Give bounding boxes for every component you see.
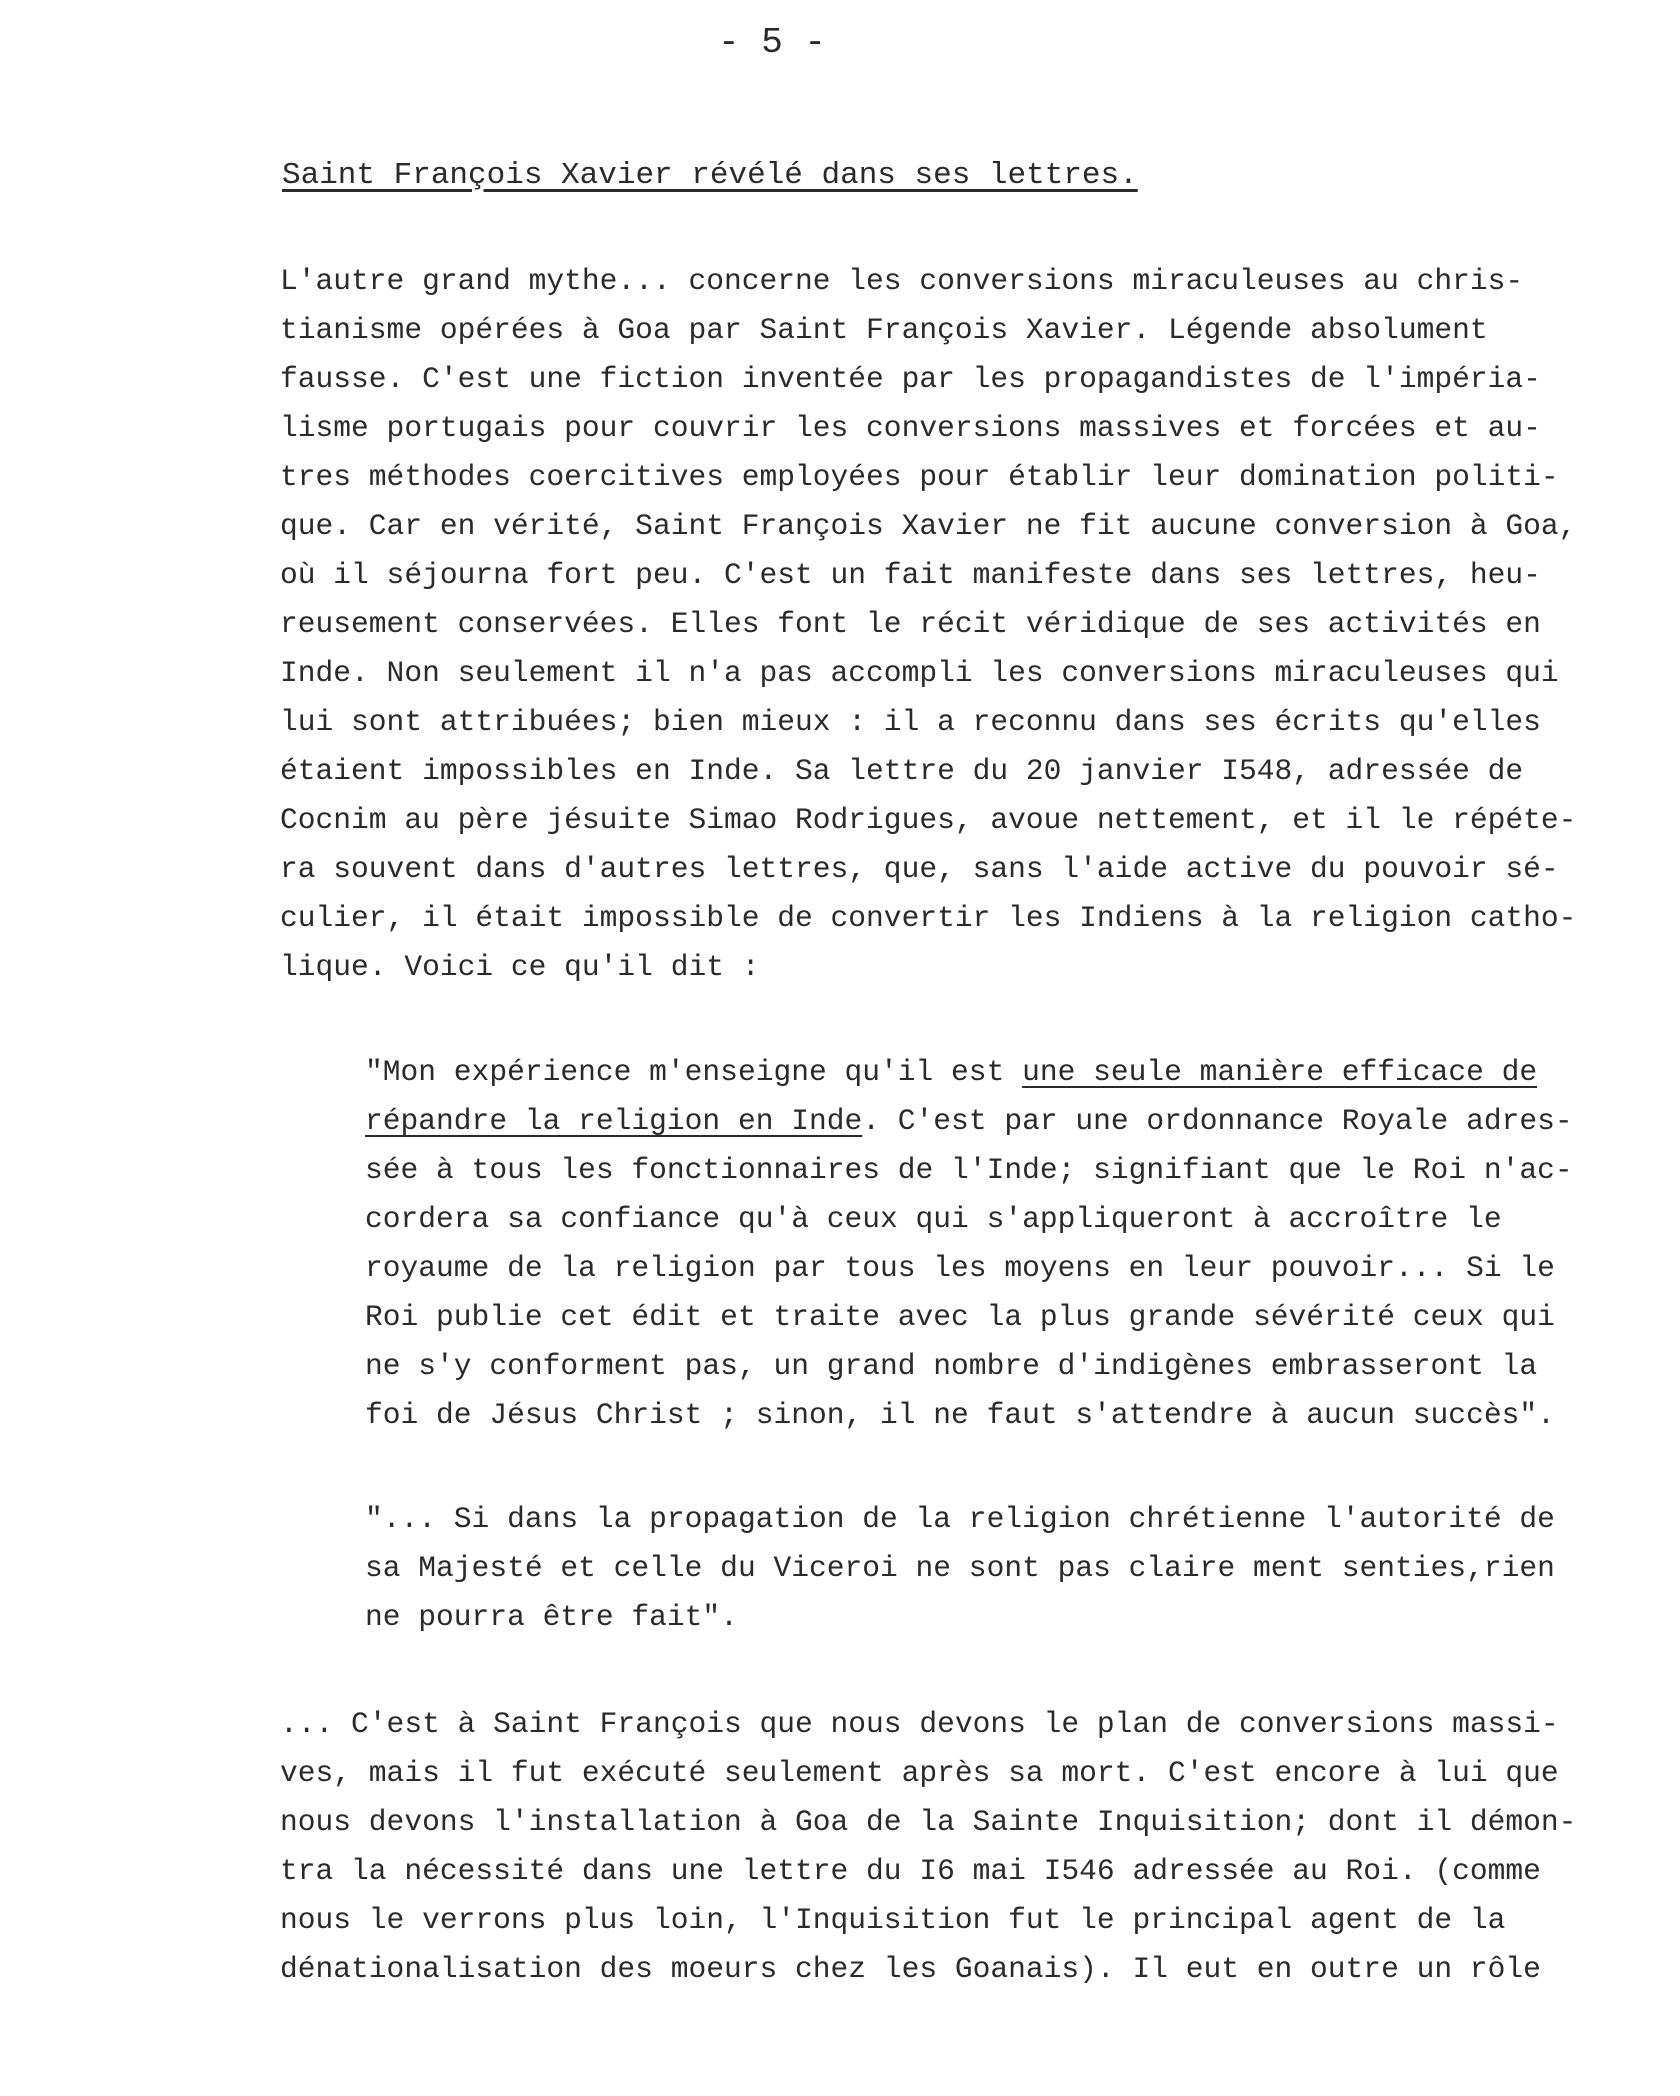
page-number: - 5 - xyxy=(718,22,827,63)
quote-line: ne pourra être fait". xyxy=(365,1600,738,1634)
paragraph-line: étaient impossibles en Inde. Sa lettre du 20 janvier I548, adressée de xyxy=(280,754,1524,788)
paragraph-line: nous devons l'installation à Goa de la Sainte Inquisition; dont il démon- xyxy=(280,1805,1577,1839)
quote-line: "... Si dans la propagation de la religion chrétienne l'autorité de xyxy=(365,1502,1555,1536)
paragraph-line: L'autre grand mythe... concerne les conversions miraculeuses au chris- xyxy=(280,264,1524,298)
quote-line xyxy=(365,1055,1538,1089)
paragraph-line: tianisme opérées à Goa par Saint François Xavier. Légende absolument xyxy=(280,313,1488,347)
paragraph-line: ves, mais il fut exécuté seulement après sa mort. C'est encore à lui que xyxy=(280,1756,1559,1790)
paragraph-line: fausse. C'est une fiction inventée par les propagandistes de l'impéria- xyxy=(280,362,1541,396)
paragraph-line: tres méthodes coercitives employées pour établir leur domination politi- xyxy=(280,460,1559,494)
paragraph-line: lui sont attribuées; bien mieux : il a reconnu dans ses écrits qu'elles xyxy=(280,705,1541,739)
paragraph-line: dénationalisation des moeurs chez les Goanais). Il eut en outre un rôle xyxy=(280,1952,1541,1986)
paragraph-line: tra la nécessité dans une lettre du I6 mai I546 adressée au Roi. (comme xyxy=(280,1854,1541,1888)
quote-line: Roi publie cet édit et traite avec la plus grande sévérité ceux qui xyxy=(365,1300,1555,1334)
paragraph-line: ... C'est à Saint François que nous devons le plan de conversions massi- xyxy=(280,1707,1559,1741)
paragraph-line: nous le verrons plus loin, l'Inquisition fut le principal agent de la xyxy=(280,1903,1506,1937)
quote-line: sa Majesté et celle du Viceroi ne sont pas claire ment senties,rien xyxy=(365,1551,1555,1585)
quote-line: sée à tous les fonctionnaires de l'Inde; signifiant que le Roi n'ac- xyxy=(365,1153,1573,1187)
quote-text: . C'est par une ordonnance Royale adres- xyxy=(862,1104,1573,1138)
paragraph-line: reusement conservées. Elles font le récit véridique de ses activités en xyxy=(280,607,1541,641)
paragraph-line: où il séjourna fort peu. C'est un fait manifeste dans ses lettres, heu- xyxy=(280,558,1541,592)
paragraph-line: lique. Voici ce qu'il dit : xyxy=(280,950,760,984)
paragraph-line: culier, il était impossible de convertir les Indiens à la religion catho- xyxy=(280,901,1577,935)
quote-line: royaume de la religion par tous les moyens en leur pouvoir... Si le xyxy=(365,1251,1555,1285)
quote-line: foi de Jésus Christ ; sinon, il ne faut s'attendre à aucun succès". xyxy=(365,1398,1555,1432)
paragraph-line: ra souvent dans d'autres lettres, que, sans l'aide active du pouvoir sé- xyxy=(280,852,1559,886)
paragraph-line: que. Car en vérité, Saint François Xavier ne fit aucune conversion à Goa, xyxy=(280,509,1577,543)
quote-line: ne s'y conforment pas, un grand nombre d'indigènes embrasseront la xyxy=(365,1349,1538,1383)
quote-line: cordera sa confiance qu'à ceux qui s'appliqueront à accroître le xyxy=(365,1202,1502,1236)
section-title: Saint François Xavier révélé dans ses lettres. xyxy=(282,158,1138,193)
paragraph-line: Inde. Non seulement il n'a pas accompli les conversions miraculeuses qui xyxy=(280,656,1559,690)
paragraph-line: Cocnim au père jésuite Simao Rodrigues, avoue nettement, et il le répéte- xyxy=(280,803,1577,837)
underlined-text: une seule manière efficace de xyxy=(1022,1055,1538,1089)
quote-text: "Mon expérience m'enseigne qu'il est xyxy=(365,1055,1023,1089)
paragraph-line: lisme portugais pour couvrir les conversions massives et forcées et au- xyxy=(280,411,1541,445)
quote-line xyxy=(365,1104,1573,1138)
underlined-text: répandre la religion en Inde xyxy=(365,1104,863,1138)
